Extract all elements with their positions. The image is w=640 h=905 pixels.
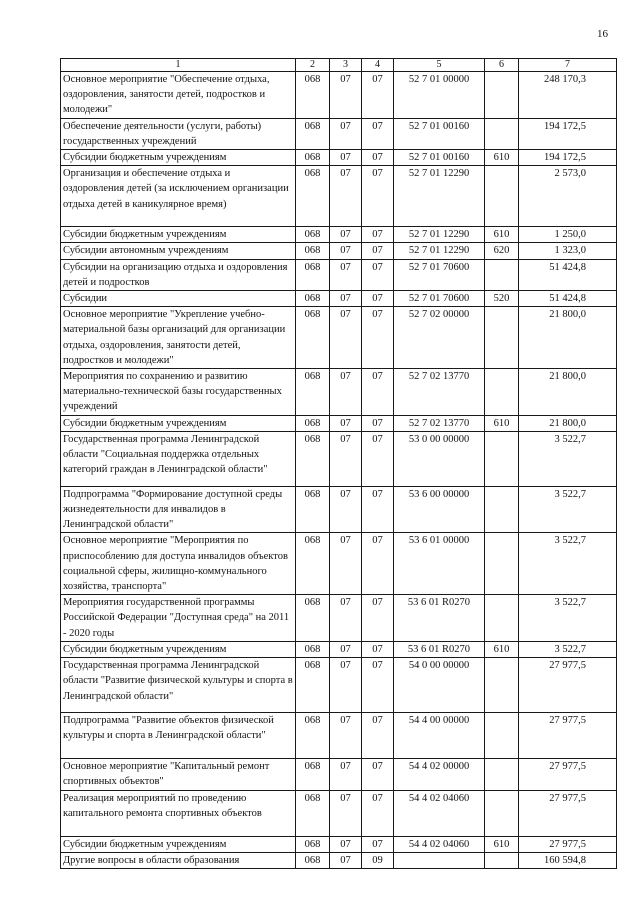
row-name-cell: Обеспечение деятельности (услуги, работы) государственных учреждений [61,118,296,149]
table-row [61,836,617,852]
row-expense-type-cell [485,307,519,369]
page-number: 16 [597,28,608,40]
table-row [61,790,617,836]
row-expense-type-cell: 520 [485,291,519,307]
row-section-cell: 07 [330,166,362,227]
row-target-article-cell: 52 7 01 70600 [394,291,485,307]
row-name-cell: Основное мероприятие "Мероприятия по приспособлению для доступа инвалидов объектов социальной сферы, жилищно-коммунального хозяйства, транспорта" [61,533,296,595]
column-header-4: 4 [362,59,394,72]
table-row [61,415,617,431]
table-row [61,72,617,119]
row-grbs-cell: 068 [296,369,330,416]
row-amount-cell: 3 522,7 [519,595,617,642]
row-name-cell: Субсидии [61,291,296,307]
row-target-article-cell: 52 7 01 12290 [394,243,485,259]
row-amount-cell: 3 522,7 [519,431,617,486]
row-expense-type-cell [485,431,519,486]
row-amount-cell: 248 170,3 [519,72,617,119]
row-amount-cell: 194 172,5 [519,118,617,149]
row-name-cell: Субсидии бюджетным учреждениям [61,227,296,243]
row-name-cell: Подпрограмма "Формирование доступной среды жизнедеятельности для инвалидов в Ленинградской области" [61,486,296,533]
row-subsection-cell: 07 [362,307,394,369]
row-subsection-cell: 07 [362,118,394,149]
row-name-cell: Субсидии автономным учреждениям [61,243,296,259]
row-section-cell: 07 [330,595,362,642]
row-grbs-cell: 068 [296,259,330,290]
row-expense-type-cell [485,852,519,868]
row-amount-cell: 27 977,5 [519,759,617,790]
row-expense-type-cell: 610 [485,415,519,431]
row-grbs-cell: 068 [296,641,330,657]
row-grbs-cell: 068 [296,150,330,166]
row-name-cell: Государственная программа Ленинградской области "Развитие физической культуры и спорта в Ленинградской области" [61,658,296,713]
row-section-cell: 07 [330,641,362,657]
row-expense-type-cell [485,533,519,595]
row-subsection-cell: 07 [362,533,394,595]
row-amount-cell: 27 977,5 [519,713,617,759]
row-grbs-cell: 068 [296,166,330,227]
row-subsection-cell: 07 [362,790,394,836]
row-amount-cell: 51 424,8 [519,259,617,290]
row-section-cell: 07 [330,307,362,369]
row-target-article-cell: 52 7 01 12290 [394,166,485,227]
row-section-cell: 07 [330,759,362,790]
row-expense-type-cell [485,369,519,416]
row-expense-type-cell [485,595,519,642]
row-expense-type-cell [485,486,519,533]
row-amount-cell: 27 977,5 [519,790,617,836]
row-grbs-cell: 068 [296,852,330,868]
row-subsection-cell: 07 [362,486,394,533]
table-row [61,852,617,868]
row-name-cell: Мероприятия государственной программы Российской Федерации "Доступная среда" на 2011 - 2020 годы [61,595,296,642]
row-expense-type-cell [485,759,519,790]
row-subsection-cell: 07 [362,243,394,259]
table-row [61,243,617,259]
row-name-cell: Субсидии на организацию отдыха и оздоровления детей и подростков [61,259,296,290]
header-row [61,59,617,72]
row-subsection-cell: 07 [362,150,394,166]
row-subsection-cell: 07 [362,415,394,431]
row-target-article-cell: 52 7 01 00160 [394,150,485,166]
row-expense-type-cell [485,790,519,836]
row-name-cell: Государственная программа Ленинградской области "Социальная поддержка отдельных категорий граждан в Ленинградской области" [61,431,296,486]
row-name-cell: Другие вопросы в области образования [61,852,296,868]
row-target-article-cell: 54 0 00 00000 [394,658,485,713]
row-section-cell: 07 [330,118,362,149]
row-subsection-cell: 07 [362,227,394,243]
row-section-cell: 07 [330,533,362,595]
row-section-cell: 07 [330,658,362,713]
row-name-cell: Организация и обеспечение отдыха и оздоровления детей (за исключением организации отдыха детей в каникулярное время) [61,166,296,227]
row-subsection-cell: 07 [362,431,394,486]
table-row [61,118,617,149]
row-expense-type-cell: 610 [485,150,519,166]
row-name-cell: Основное мероприятие "Капитальный ремонт спортивных объектов" [61,759,296,790]
table-row [61,595,617,642]
row-target-article-cell: 53 6 00 00000 [394,486,485,533]
row-expense-type-cell: 610 [485,836,519,852]
column-header-3: 3 [330,59,362,72]
table-row [61,641,617,657]
row-target-article-cell: 52 7 01 00160 [394,118,485,149]
row-subsection-cell: 07 [362,658,394,713]
row-grbs-cell: 068 [296,415,330,431]
row-grbs-cell: 068 [296,307,330,369]
row-target-article-cell: 52 7 02 13770 [394,415,485,431]
row-target-article-cell: 54 4 02 00000 [394,759,485,790]
row-expense-type-cell: 620 [485,243,519,259]
row-amount-cell: 2 573,0 [519,166,617,227]
row-target-article-cell: 54 4 02 04060 [394,836,485,852]
row-name-cell: Реализация мероприятий по проведению капитального ремонта спортивных объектов [61,790,296,836]
column-header-6: 6 [485,59,519,72]
column-header-2: 2 [296,59,330,72]
row-subsection-cell: 07 [362,836,394,852]
row-section-cell: 07 [330,227,362,243]
row-target-article-cell: 52 7 02 00000 [394,307,485,369]
table-row [61,486,617,533]
row-target-article-cell: 52 7 02 13770 [394,369,485,416]
row-name-cell: Субсидии бюджетным учреждениям [61,641,296,657]
row-section-cell: 07 [330,790,362,836]
row-subsection-cell: 07 [362,72,394,119]
row-expense-type-cell [485,118,519,149]
row-section-cell: 07 [330,852,362,868]
row-subsection-cell: 07 [362,595,394,642]
row-section-cell: 07 [330,713,362,759]
row-amount-cell: 1 323,0 [519,243,617,259]
row-amount-cell: 194 172,5 [519,150,617,166]
table-row [61,307,617,369]
row-name-cell: Подпрограмма "Развитие объектов физической культуры и спорта в Ленинградской области" [61,713,296,759]
row-section-cell: 07 [330,369,362,416]
row-section-cell: 07 [330,431,362,486]
column-header-1: 1 [61,59,296,72]
table-row [61,369,617,416]
row-grbs-cell: 068 [296,836,330,852]
table-row [61,759,617,790]
row-grbs-cell: 068 [296,72,330,119]
row-target-article-cell: 53 6 01 R0270 [394,641,485,657]
row-name-cell: Основное мероприятие "Укрепление учебно-материальной базы организаций для организации отдыха, оздоровления, занятости детей, подростков и молодежи" [61,307,296,369]
row-subsection-cell: 07 [362,713,394,759]
row-target-article-cell: 52 7 01 12290 [394,227,485,243]
budget-table [60,58,617,869]
table-row [61,166,617,227]
row-subsection-cell: 07 [362,641,394,657]
row-amount-cell: 3 522,7 [519,486,617,533]
row-target-article-cell: 52 7 01 70600 [394,259,485,290]
row-grbs-cell: 068 [296,291,330,307]
row-grbs-cell: 068 [296,431,330,486]
row-section-cell: 07 [330,72,362,119]
row-target-article-cell: 53 0 00 00000 [394,431,485,486]
row-section-cell: 07 [330,150,362,166]
row-section-cell: 07 [330,243,362,259]
row-subsection-cell: 09 [362,852,394,868]
row-grbs-cell: 068 [296,486,330,533]
table-body [61,72,617,869]
table-row [61,227,617,243]
row-section-cell: 07 [330,415,362,431]
row-expense-type-cell [485,259,519,290]
table-row [61,150,617,166]
column-header-7: 7 [519,59,617,72]
row-target-article-cell: 52 7 01 00000 [394,72,485,119]
table-row [61,431,617,486]
row-amount-cell: 3 522,7 [519,641,617,657]
row-grbs-cell: 068 [296,713,330,759]
row-subsection-cell: 07 [362,291,394,307]
row-grbs-cell: 068 [296,658,330,713]
row-expense-type-cell: 610 [485,641,519,657]
row-amount-cell: 3 522,7 [519,533,617,595]
row-subsection-cell: 07 [362,166,394,227]
row-grbs-cell: 068 [296,759,330,790]
row-amount-cell: 27 977,5 [519,836,617,852]
row-section-cell: 07 [330,836,362,852]
table-row [61,291,617,307]
row-amount-cell: 21 800,0 [519,369,617,416]
row-amount-cell: 21 800,0 [519,415,617,431]
row-target-article-cell [394,852,485,868]
row-amount-cell: 21 800,0 [519,307,617,369]
table-row [61,713,617,759]
row-grbs-cell: 068 [296,227,330,243]
row-expense-type-cell: 610 [485,227,519,243]
row-name-cell: Субсидии бюджетным учреждениям [61,415,296,431]
row-grbs-cell: 068 [296,243,330,259]
table-row [61,533,617,595]
row-expense-type-cell [485,658,519,713]
row-expense-type-cell [485,166,519,227]
row-section-cell: 07 [330,291,362,307]
row-amount-cell: 51 424,8 [519,291,617,307]
column-header-5: 5 [394,59,485,72]
row-target-article-cell: 53 6 01 00000 [394,533,485,595]
row-amount-cell: 1 250,0 [519,227,617,243]
row-section-cell: 07 [330,259,362,290]
row-name-cell: Субсидии бюджетным учреждениям [61,150,296,166]
table-row [61,658,617,713]
row-target-article-cell: 54 4 02 04060 [394,790,485,836]
row-grbs-cell: 068 [296,533,330,595]
row-subsection-cell: 07 [362,259,394,290]
row-grbs-cell: 068 [296,595,330,642]
row-target-article-cell: 54 4 00 00000 [394,713,485,759]
row-amount-cell: 160 594,8 [519,852,617,868]
row-subsection-cell: 07 [362,759,394,790]
row-section-cell: 07 [330,486,362,533]
row-grbs-cell: 068 [296,790,330,836]
row-grbs-cell: 068 [296,118,330,149]
row-subsection-cell: 07 [362,369,394,416]
row-name-cell: Мероприятия по сохранению и развитию материально-технической базы государственных учреждений [61,369,296,416]
row-expense-type-cell [485,72,519,119]
row-amount-cell: 27 977,5 [519,658,617,713]
row-name-cell: Основное мероприятие "Обеспечение отдыха, оздоровления, занятости детей, подростков и молодежи" [61,72,296,119]
row-name-cell: Субсидии бюджетным учреждениям [61,836,296,852]
row-expense-type-cell [485,713,519,759]
table-row [61,259,617,290]
row-target-article-cell: 53 6 01 R0270 [394,595,485,642]
